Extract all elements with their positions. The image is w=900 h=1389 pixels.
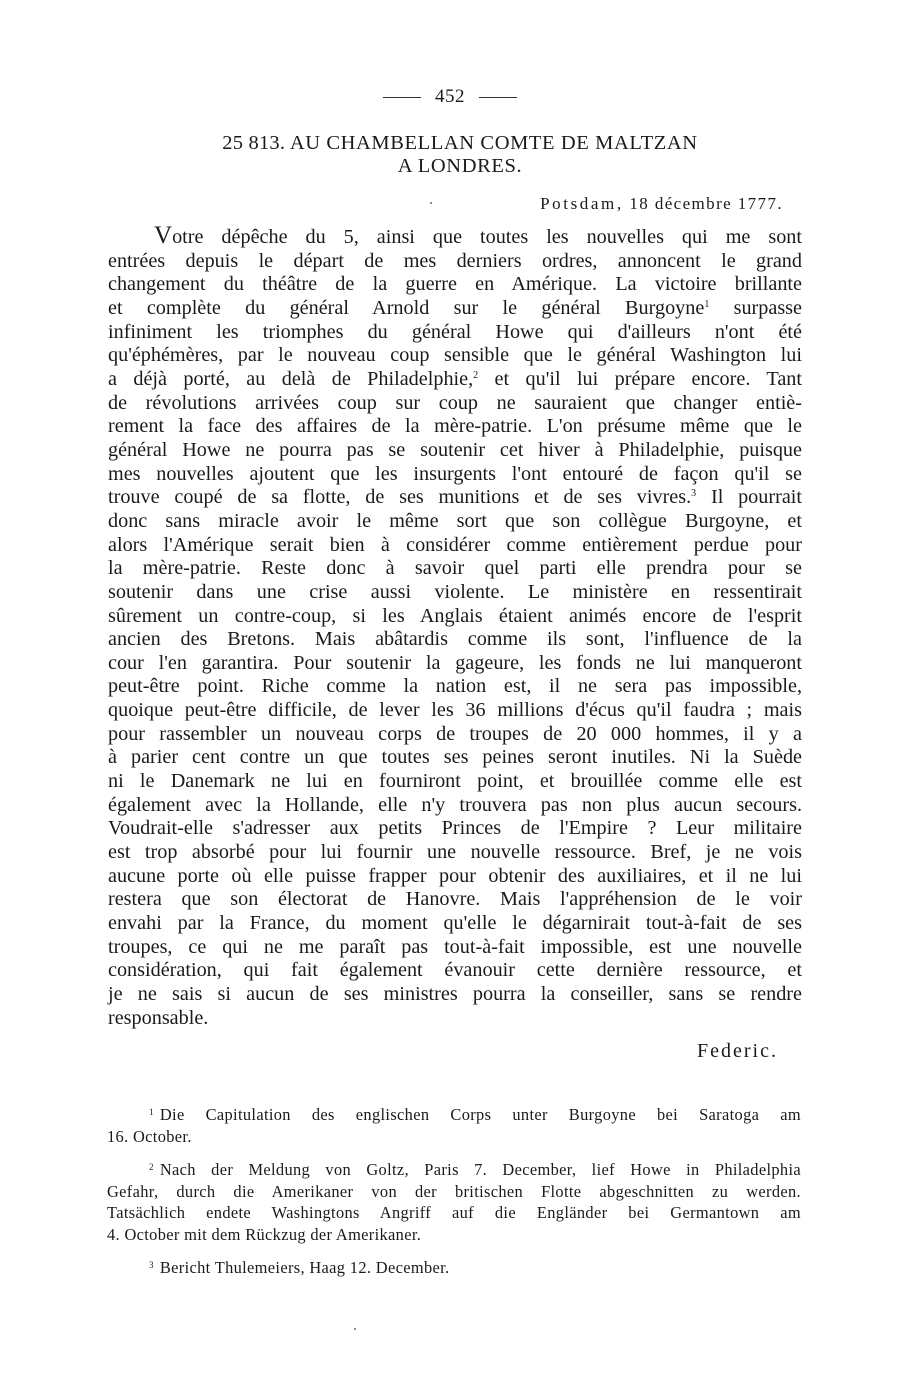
footnote-ref-3: 3 — [691, 488, 697, 500]
body-line: peut-être point. Riche comme la nation est, il ne sera pas impossible, — [108, 675, 802, 698]
body-line: général Howe ne pourra pas se soutenir cet hiver à Philadelphie, puisque — [108, 438, 802, 461]
body-line: également avec la Hollande, elle n'y trouvera pas non plus aucun secours. — [108, 793, 802, 816]
body-line: à parier cent contre un que toutes ses peines seront inutiles. Ni la Suède — [108, 746, 802, 769]
body-line: cour l'en garantira. Pour soutenir la gageure, les fonds ne lui manqueront — [108, 651, 802, 674]
letter-title-line2: A LONDRES. — [397, 155, 523, 177]
body-line: trouve coupé de sa flotte, de ses munitions et de ses vivres.$^3$ Il pourrait — [108, 486, 802, 509]
body-line: entrées depuis le départ de mes derniers ordres, annoncent le grand — [108, 249, 802, 272]
footnote-line: $^3$ Bericht Thulemeiers, Haag 12. December. — [149, 1258, 450, 1277]
body-line: soutenir dans une crise aussi violente. Le ministère en ressentirait — [108, 580, 802, 603]
body-line: ancien des Bretons. Mais abâtardis comme ils sont, l'influence de la — [108, 628, 802, 651]
letter-addressee: AU CHAMBELLAN COMTE DE MALTZAN — [289, 132, 698, 154]
body-line: de révolutions arrivées coup sur coup ne sauraient que changer entiè- — [108, 391, 802, 414]
footnote-line: 4. October mit dem Rückzug der Amerikaner. — [107, 1224, 422, 1244]
body-line: troupes, ce qui ne me paraît pas tout-à-fait impossible, est une nouvelle — [108, 935, 802, 958]
letter-title-line1 — [150, 132, 770, 155]
footnote-line: 16. October. — [107, 1126, 192, 1146]
footnote-1 — [107, 1102, 801, 1147]
footnote-line: Tatsächlich endete Washingtons Angriff auf die Engländer bei Germantown am — [107, 1203, 801, 1222]
body-line: et complète du général Arnold sur le général Burgoyne$^1$ surpasse — [108, 296, 802, 319]
letter-title — [150, 132, 770, 178]
body-line: je ne sais si aucun de ses ministres pourra la conseiller, sans se rendre — [108, 983, 802, 1005]
stray-dot — [354, 1328, 356, 1330]
footnote-ref-1: 1 — [704, 298, 710, 310]
footnote-3 — [107, 1255, 801, 1279]
initial-letter: V — [154, 222, 173, 249]
footnote-mark: 1 — [149, 1107, 154, 1117]
body-line: la mère-patrie. Reste donc à savoir quel parti elle prendra pour se — [108, 557, 802, 580]
footnote-line: $^1$ Die Capitulation des englischen Corps unter Burgoyne bei Saratoga am — [149, 1105, 801, 1124]
footnote-line: Gefahr, durch die Amerikaner von der britischen Flotte abgeschnitten zu werden. — [107, 1181, 801, 1201]
body-line: quoique peut-être difficile, de lever les 36 millions d'écus qu'il faudra ; mais — [108, 699, 802, 722]
body-line: changement du théâtre de la guerre en Amérique. La victoire brillante — [108, 273, 802, 296]
dateline-date: 18 décembre 1777. — [629, 194, 783, 213]
letter-number: 25 813. — [222, 132, 286, 154]
footnote-ref-2: 2 — [473, 369, 479, 381]
body-line: donc sans miracle avoir le même sort que son collègue Burgoyne, et — [108, 509, 802, 532]
stray-dot — [430, 202, 432, 204]
body-line: Votre dépêche du 5, ainsi que toutes les nouvelles qui me sont — [154, 222, 802, 249]
footnotes — [107, 1102, 801, 1289]
page-number-header — [0, 86, 900, 108]
body-line: restera que son électorat de Hanovre. Mais l'appréhension de le voir — [108, 888, 802, 911]
right-dash — [479, 97, 517, 98]
page-number: 452 — [435, 86, 465, 107]
footnote-mark: 3 — [149, 1260, 154, 1270]
body-line: a déjà porté, au delà de Philadelphie,$^2$ et qu'il lui prépare encore. Tant — [108, 367, 802, 390]
body-line: aucune porte où elle puisse frapper pour obtenir des auxiliaires, et il ne lui — [108, 864, 802, 887]
body-line: est trop absorbé pour lui fournir une nouvelle ressource. Bref, je ne vois — [108, 841, 802, 864]
dateline-place: Potsdam, — [540, 194, 624, 213]
body-line: envahi par la France, du moment qu'elle le dégarnirait tout-à-fait de ses — [108, 912, 802, 935]
footnote-line: $^2$ Nach der Meldung von Goltz, Paris 7. December, lief Howe in Philadelphia — [149, 1160, 801, 1179]
letter-body — [108, 224, 802, 1030]
body-line: responsable. — [108, 1006, 209, 1029]
body-line: infiniment les triomphes du général Howe qui d'ailleurs n'ont été — [108, 320, 802, 343]
body-line: ni le Danemark ne lui en fourniront point, et brouillée comme elle est — [108, 770, 802, 793]
signature: Federic. — [697, 1040, 778, 1062]
left-dash — [383, 97, 421, 98]
body-line: Voudrait-elle s'adresser aux petits Princes de l'Empire ? Leur militaire — [108, 817, 802, 840]
footnote-mark: 2 — [149, 1162, 154, 1172]
body-line: considération, qui fait également évanouir cette dernière ressource, et — [108, 959, 802, 982]
body-line: qu'éphémères, par le nouveau coup sensible que le général Washington lui — [108, 344, 802, 367]
body-line: mes nouvelles ajoutent que les insurgents l'ont entouré de façon qu'il se — [108, 462, 802, 485]
body-line: alors l'Amérique serait bien à considérer comme entièrement perdue pour — [108, 533, 802, 556]
body-line: pour rassembler un nouveau corps de troupes de 20 000 hommes, il y a — [108, 722, 802, 745]
dateline — [540, 194, 783, 214]
footnote-2 — [107, 1157, 801, 1245]
body-line: rement la face des affaires de la mère-patrie. L'on présume même que le — [108, 415, 802, 438]
body-line: sûrement un contre-coup, si les Anglais étaient animés encore de l'esprit — [108, 604, 802, 627]
